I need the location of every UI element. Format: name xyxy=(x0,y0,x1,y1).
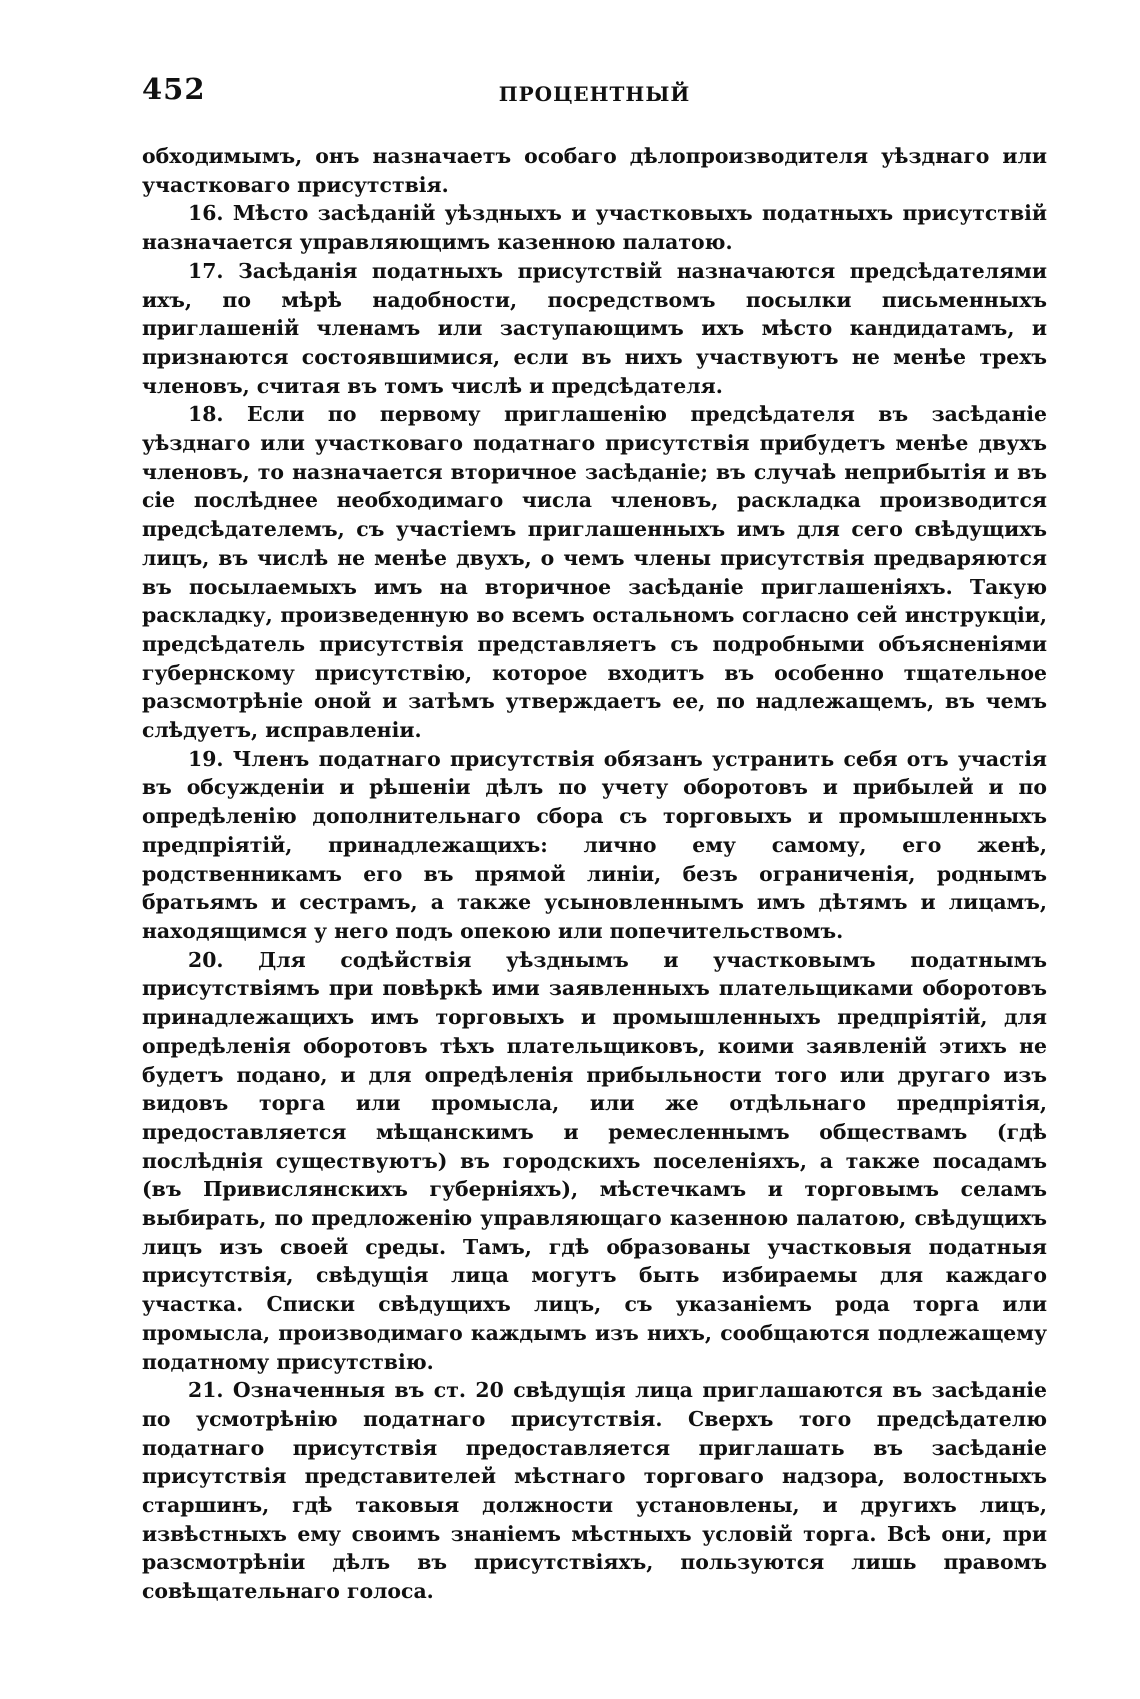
paragraph-article-16: 16. Мѣсто засѣданій уѣздныхъ и участковыхъ податныхъ присутствій назначается управляющимъ казенною палатою. xyxy=(142,201,1047,255)
paragraph-article-19: 19. Членъ податнаго присутствія обязанъ устранить себя отъ участія въ обсужденіи и рѣшеніи дѣлъ по учету оборотовъ и прибылей и по опредѣленію дополнительнаго сбора съ торговыхъ и промышленныхъ предпріятій, принадлежащихъ: лично ему самому, его женѣ, родственникамъ его въ прямой линіи, безъ ограниченія, роднымъ братьямъ и сестрамъ, а также усыновленнымъ имъ дѣтямъ и лицамъ, находящимся у него подъ опекою или попечительствомъ. xyxy=(142,746,1047,943)
running-title: ПРОЦЕНТНЫЙ xyxy=(498,82,691,106)
body-text xyxy=(142,142,1047,1606)
running-head xyxy=(142,72,1047,116)
paragraph-article-21: 21. Означенныя въ ст. 20 свѣдущія лица приглашаются въ засѣданіе по усмотрѣнію податнаго присутствія. Сверхъ того предсѣдателю податнаго присутствія предоставляется приглашать въ засѣданіе присутствія представителей мѣстнаго торговаго надзора, волостныхъ старшинъ, гдѣ таковыя должности установлены, и другихъ лицъ, извѣстныхъ ему своимъ знаніемъ мѣстныхъ условій торга. Всѣ они, при разсмотрѣніи дѣлъ въ присутствіяхъ, пользуются лишь правомъ совѣщательнаго голоса. xyxy=(142,1378,1047,1604)
paragraph-article-18: 18. Если по первому приглашенію предсѣдателя въ засѣданіе уѣзднаго или участковаго податнаго присутствія прибудетъ менѣе двухъ членовъ, то назначается вторичное засѣданіе; въ случаѣ неприбытія и въ сіе послѣднее необходимаго числа членовъ, раскладка производится предсѣдателемъ, съ участіемъ приглашенныхъ имъ для сего свѣдущихъ лицъ, въ числѣ не менѣе двухъ, о чемъ члены присутствія предваряются въ посылаемыхъ имъ на вторичное засѣданіе приглашеніяхъ. Такую раскладку, произведенную во всемъ остальномъ согласно сей инструкціи, предсѣдатель присутствія представляетъ съ подробными объясненіями губернскому присутствію, которое входитъ въ особенно тщательное разсмотрѣніе оной и затѣмъ утверждаетъ ее, по надлежащемъ, въ чемъ слѣдуетъ, исправленіи. xyxy=(142,402,1047,743)
paragraph-article-17: 17. Засѣданія податныхъ присутствій назначаются предсѣдателями ихъ, по мѣрѣ надобности, посредствомъ посылки письменныхъ приглашеній членамъ или заступающимъ ихъ мѣсто кандидатамъ, и признаются состоявшимися, если въ нихъ участвуютъ не менѣе трехъ членовъ, считая въ томъ числѣ и предсѣдателя. xyxy=(142,258,1047,398)
paragraph-continuation: обходимымъ, онъ назначаетъ особаго дѣлопроизводителя уѣзднаго или участковаго присутствія. xyxy=(142,144,1047,197)
page-number: 452 xyxy=(142,72,206,106)
book-page xyxy=(142,72,1047,1672)
paragraph-article-20: 20. Для содѣйствія уѣзднымъ и участковымъ податнымъ присутствіямъ при повѣркѣ ими заявленныхъ плательщиками оборотовъ принадлежащихъ имъ торговыхъ и промышленныхъ предпріятій, для опредѣленія оборотовъ тѣхъ плательщиковъ, коими заявленій этихъ не будетъ подано, и для опредѣленія прибыльности того или другаго изъ видовъ торга или промысла, или же отдѣльнаго предпріятія, предоставляется мѣщанскимъ и ремесленнымъ обществамъ (гдѣ послѣднія существуютъ) въ городскихъ поселеніяхъ, а также посадамъ (въ Привислянскихъ губерніяхъ), мѣстечкамъ и торговымъ селамъ выбирать, по предложенію управляющаго казенною палатою, свѣдущихъ лицъ изъ своей среды. Тамъ, гдѣ образованы участковыя податныя присутствія, свѣдущія лица могутъ быть избираемы для каждаго участка. Списки свѣдущихъ лицъ, съ указаніемъ рода торга или промысла, производимаго каждымъ изъ нихъ, сообщаются подлежащему податному присутствію. xyxy=(142,947,1047,1374)
